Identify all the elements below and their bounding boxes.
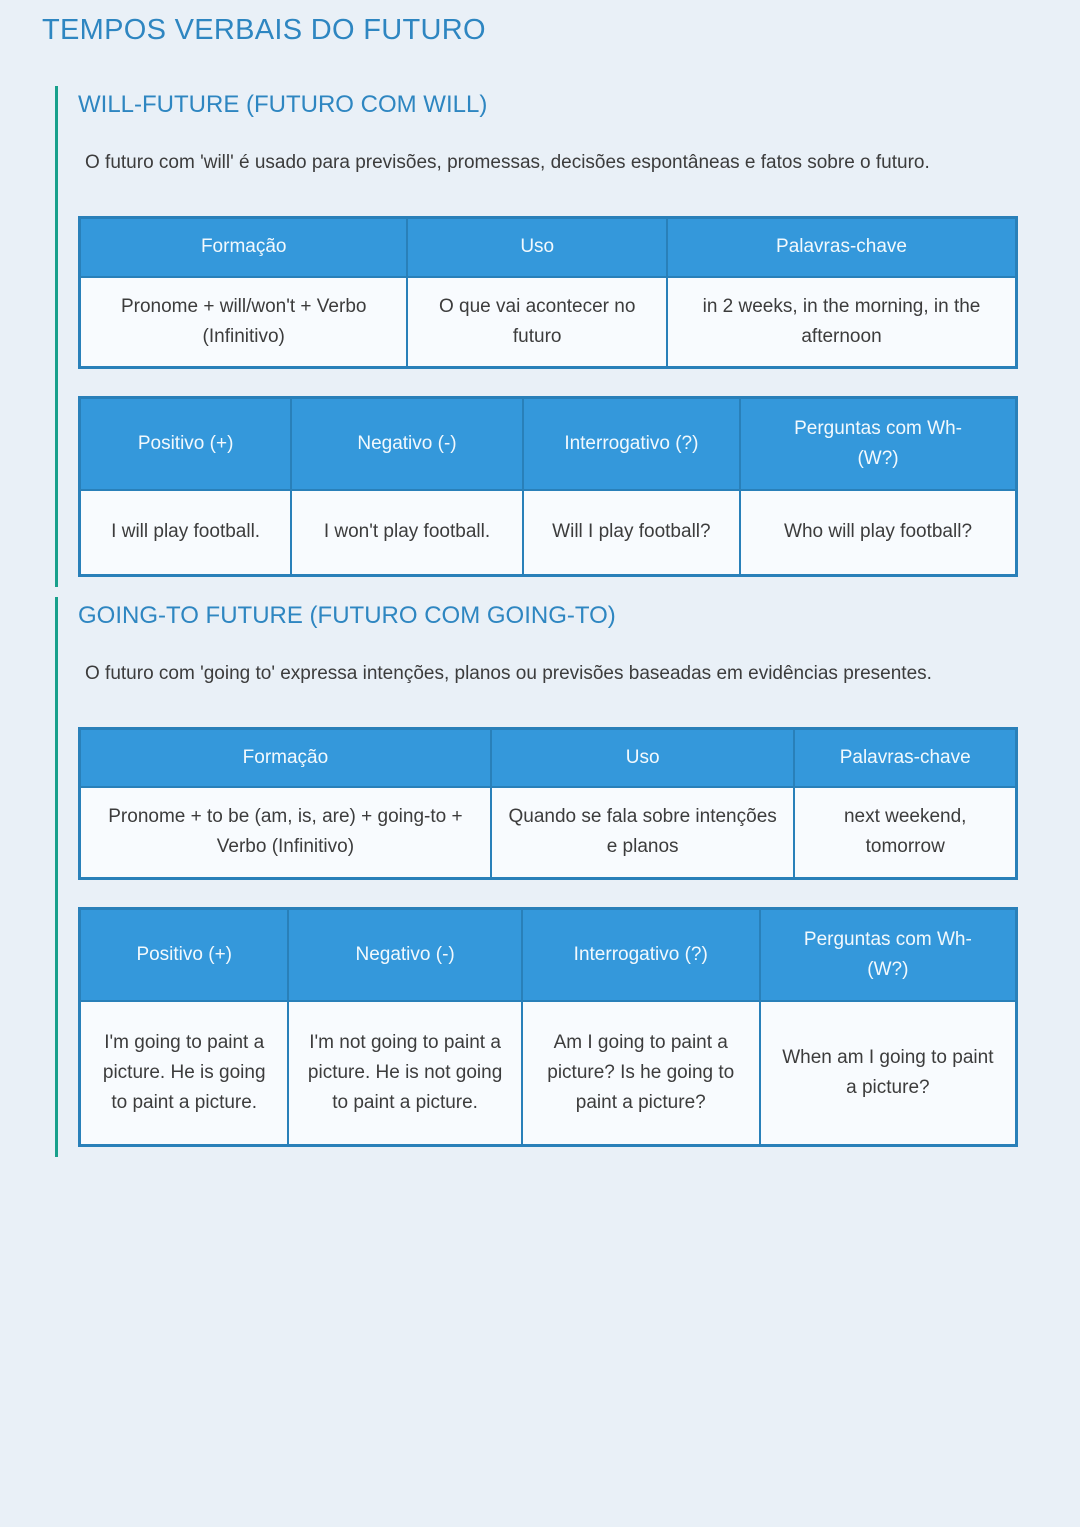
going-to-section-description: O futuro com 'going to' expressa intenções, planos ou previsões baseadas em evidências presentes.: [85, 663, 932, 684]
table-row: [80, 277, 1017, 368]
header-uso: Uso: [407, 218, 667, 277]
will-section-heading: WILL-FUTURE (FUTURO COM WILL): [78, 91, 488, 118]
table-row: [80, 787, 1017, 879]
cell-negativo: I'm not going to paint a picture. He is not going to paint a picture.: [288, 1001, 521, 1146]
header-perguntas-wh-label: Perguntas com Wh- (W?): [794, 417, 962, 469]
cell-uso: O que vai acontecer no futuro: [407, 277, 667, 368]
cell-formacao: Pronome + to be (am, is, are) + going-to + Verbo (Infinitivo): [80, 787, 491, 879]
section-will-future: [55, 86, 1018, 587]
header-perguntas-wh: [740, 398, 1016, 490]
cell-perguntas-wh: Who will play football?: [740, 490, 1016, 576]
cell-perguntas-wh: When am I going to paint a picture?: [760, 1001, 1017, 1146]
going-to-formation-table: [78, 727, 1018, 880]
header-interrogativo: Interrogativo (?): [523, 398, 740, 490]
cell-palavras-chave: in 2 weeks, in the morning, in the afternoon: [667, 277, 1017, 368]
header-positivo: Positivo (+): [80, 398, 292, 490]
header-palavras-chave: Palavras-chave: [794, 729, 1016, 787]
header-interrogativo: Interrogativo (?): [522, 909, 760, 1001]
header-negativo: Negativo (-): [291, 398, 522, 490]
header-positivo: Positivo (+): [80, 909, 289, 1001]
cell-interrogativo: Am I going to paint a picture? Is he going to paint a picture?: [522, 1001, 760, 1146]
cell-palavras-chave: next weekend, tomorrow: [794, 787, 1016, 879]
section-going-to-future: [55, 597, 1018, 1157]
will-formation-table: [78, 216, 1018, 369]
cell-formacao: Pronome + will/won't + Verbo (Infinitivo): [80, 277, 408, 368]
header-formacao: Formação: [80, 218, 408, 277]
page-title: TEMPOS VERBAIS DO FUTURO: [42, 14, 486, 46]
table-row: [80, 1001, 1017, 1146]
header-uso: Uso: [491, 729, 795, 787]
cell-uso: Quando se fala sobre intenções e planos: [491, 787, 795, 879]
header-negativo: Negativo (-): [288, 909, 521, 1001]
cell-positivo: I will play football.: [80, 490, 292, 576]
cell-positivo: I'm going to paint a picture. He is going to paint a picture.: [80, 1001, 289, 1146]
going-to-forms-table: [78, 907, 1018, 1147]
going-to-section-heading: GOING-TO FUTURE (FUTURO COM GOING-TO): [78, 602, 616, 629]
table-header-row: [80, 398, 1017, 490]
table-row: [80, 490, 1017, 576]
cell-interrogativo: Will I play football?: [523, 490, 740, 576]
will-section-description: O futuro com 'will' é usado para previsões, promessas, decisões espontâneas e fatos sobre o futuro.: [85, 152, 930, 173]
header-palavras-chave: Palavras-chave: [667, 218, 1017, 277]
header-formacao: Formação: [80, 729, 491, 787]
header-perguntas-wh-label: Perguntas com Wh- (W?): [803, 928, 972, 980]
cell-negativo: I won't play football.: [291, 490, 522, 576]
table-header-row: [80, 729, 1017, 787]
table-header-row: [80, 218, 1017, 277]
will-forms-table: [78, 396, 1018, 577]
header-perguntas-wh: [760, 909, 1017, 1001]
table-header-row: [80, 909, 1017, 1001]
